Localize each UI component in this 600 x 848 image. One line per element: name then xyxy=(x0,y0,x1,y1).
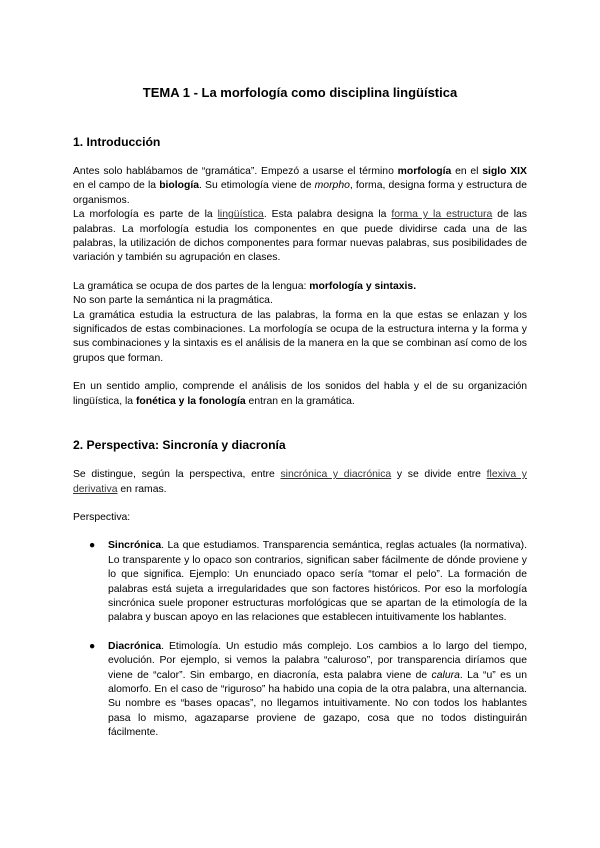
text: . Esta palabra designa la xyxy=(263,209,392,221)
text: Se distingue, según la perspectiva, entre xyxy=(73,469,281,481)
paragraph-perspectiva-label: Perspectiva: xyxy=(73,511,131,523)
paragraph-distingue xyxy=(73,468,527,497)
spacer xyxy=(73,525,527,539)
paragraph-linguistica xyxy=(73,208,527,266)
text: , forma, designa forma y estructura de organismos. xyxy=(73,180,527,206)
underlined-term: forma y la estructura xyxy=(391,209,493,221)
text: Antes solo hablábamos de “gramática”. Empezó a usarse el término xyxy=(73,166,398,177)
text: En un sentido amplio, comprende el análisis de los sonidos del habla y el de su organización lingüística, la xyxy=(73,381,527,407)
bold-term: morfología y sintaxis. xyxy=(309,280,417,292)
text: . Su etimología viene de xyxy=(199,180,315,192)
document-title: TEMA 1 - La morfología como disciplina lingüística xyxy=(142,85,458,100)
list-item-diacronica xyxy=(73,640,527,741)
bold-term: Sincrónica xyxy=(108,540,162,552)
perspective-list xyxy=(73,539,527,740)
section-heading-perspectiva: 2. Perspectiva: Sincronía y diacronía xyxy=(73,438,286,453)
text: La gramática se ocupa de dos partes de la lengua: xyxy=(73,280,310,292)
text: en ramas. xyxy=(117,483,167,495)
paragraph-etymology xyxy=(73,165,527,208)
document-content xyxy=(73,84,527,755)
bullet-icon: ● xyxy=(89,540,96,552)
text: en el campo de la xyxy=(73,180,160,192)
text: . La que estudiamos. Transparencia semántica, reglas actuales (la normativa). Lo transparente y lo opaco son contrarios, significan saber fácilmente de dónde proviene y lo que significa. Ejemplo: Un enunciado opaco sería “tomar el pelo”. La formación de palabras está sujeta a irregularidades que son factores históricos. Por eso la morfología sincrónica suele proponer estructuras morfológicas que se apartan de la etimología de la palabra y buscan apoyo en las relaciones que establecen intuitivamente los hablantes. xyxy=(108,540,527,624)
text: La morfología es parte de la xyxy=(73,209,218,221)
bold-term: biología xyxy=(159,180,200,192)
paragraph-estructura: La gramática estudia la estructura de las palabras, la forma en la que estas se enlazan y los significados de estas combinaciones. La morfología se ocupa de la estructura interna y la forma y sus combinaciones y la sintaxis es el análisis de la manera en la que se combinan así como de los grupos que forman. xyxy=(73,309,527,364)
text: entran en la gramática. xyxy=(245,395,355,407)
paragraph-semantica: No son parte la semántica ni la pragmática. xyxy=(73,295,273,307)
bold-term: fonética y la fonología xyxy=(135,395,246,407)
bold-term: siglo XIX xyxy=(482,166,527,177)
text: . La “u” es un alomorfo. En el caso de “riguroso” ha habido una copia de la otra palabra, una alternancia. Su nombre es “bases opacas”, no llegamos intuitivamente. No con todos los hablantes pasa lo mismo, agazaparse proviene de gazapo, cosa que no todos distinguirán fácilmente. xyxy=(108,669,527,739)
bold-term: Diacrónica xyxy=(108,640,162,652)
italic-term: calura xyxy=(431,669,460,681)
section-heading-introduccion: 1. Introducción xyxy=(73,135,161,149)
list-item-sincronica xyxy=(73,539,527,625)
underlined-term: flexiva y derivativa xyxy=(73,469,527,495)
underlined-term: lingüística xyxy=(217,209,264,221)
spacer xyxy=(73,497,527,511)
paragraph-sentido-amplio xyxy=(73,380,527,409)
text: . Etimología. Un estudio más complejo. Los cambios a lo largo del tiempo, evolución. Por ejemplo, si vemos la palabra “caluroso”, por transparencia diríamos que viene de “calor”. Sin embargo, en diacronía, esta palabra viene de xyxy=(108,640,527,681)
text: de las palabras. La morfología estudia los componentes en que puede dividirse cada una de las palabras, la utilización de dichos componentes para formar nuevas palabras, sus posibilidades de variación y también su agrupación en clases. xyxy=(73,209,527,264)
italic-term: morpho xyxy=(314,180,350,192)
bold-term: morfología xyxy=(397,166,452,177)
text: en el xyxy=(451,166,483,177)
spacer xyxy=(73,366,527,380)
spacer xyxy=(73,266,527,280)
underlined-term: sincrónica y diacrónica xyxy=(280,469,392,481)
bullet-icon: ● xyxy=(89,640,96,652)
text: y se divide entre xyxy=(391,469,487,481)
paragraph-gramatica xyxy=(73,280,527,294)
spacer xyxy=(73,409,527,437)
